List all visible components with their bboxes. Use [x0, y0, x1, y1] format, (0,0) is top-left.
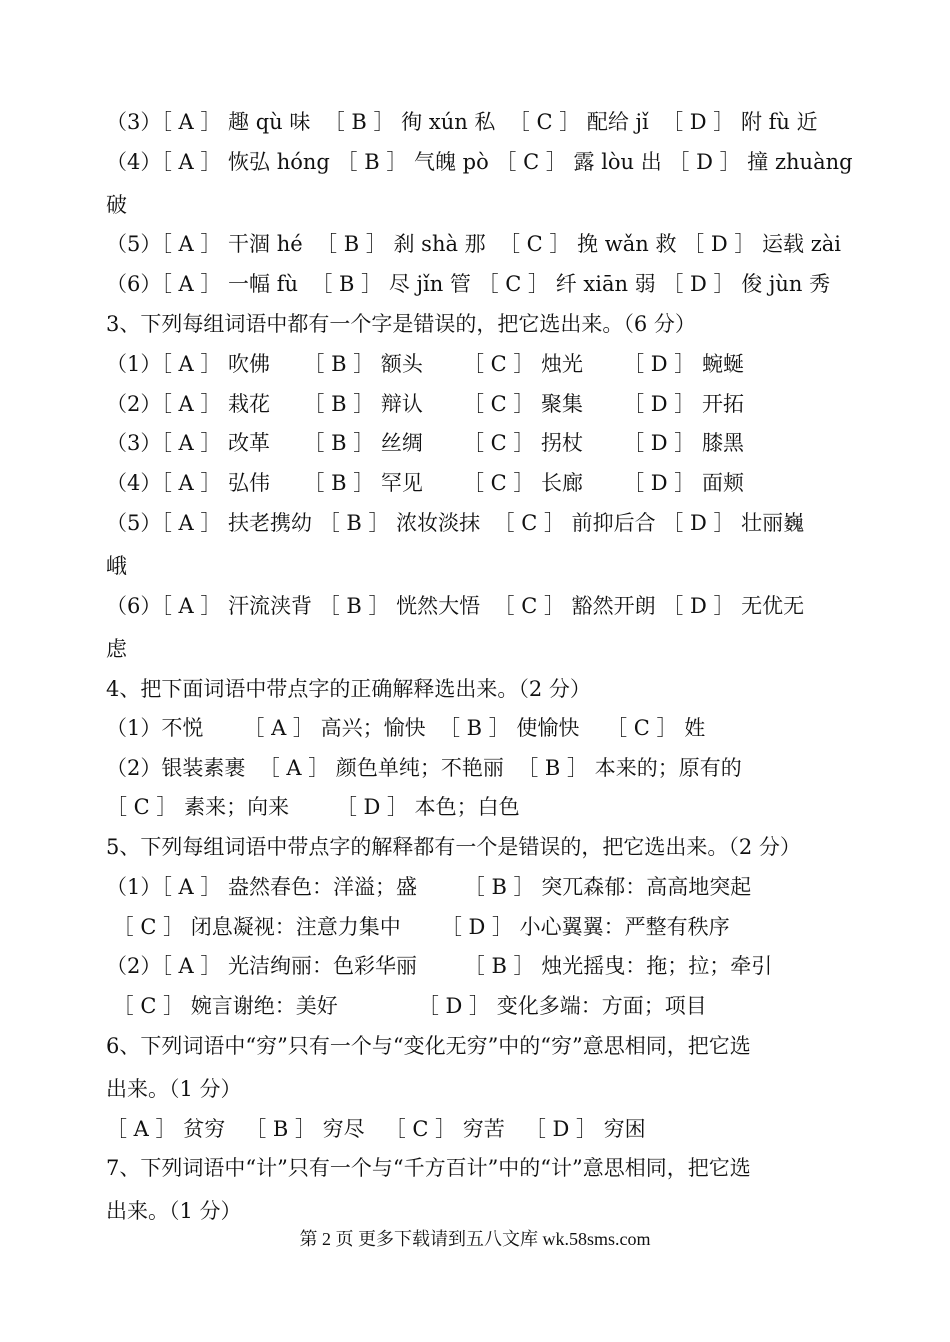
text-line: ［ C ］ 婉言谢绝：美好 ［ D ］ 变化多端：方面；项目 — [106, 994, 707, 1018]
text-line: 虑 — [106, 637, 127, 661]
text-line: （2）［ A ］ 栽花 ［ B ］ 辩认 ［ C ］ 聚集 ［ D ］ 开拓 — [106, 392, 744, 416]
question-heading: 3、下列每组词语中都有一个字是错误的，把它选出来。（6 分） — [106, 312, 696, 336]
question-heading: 5、下列每组词语中带点字的解释都有一个是错误的，把它选出来。（2 分） — [106, 835, 801, 859]
text-line: （1）不悦 ［ A ］ 高兴；愉快 ［ B ］ 使愉快 ［ C ］ 姓 — [106, 716, 706, 740]
text-line: （1）［ A ］ 吹佛 ［ B ］ 额头 ［ C ］ 烛光 ［ D ］ 蜿蜒 — [106, 352, 744, 376]
text-line: ［ C ］ 素来；向来 ［ D ］ 本色；白色 — [106, 795, 520, 819]
text-line: ［ A ］ 贫穷 ［ B ］ 穷尽 ［ C ］ 穷苦 ［ D ］ 穷困 — [106, 1117, 646, 1141]
text-line: （6）［ A ］ 汗流浃背 ［ B ］ 恍然大悟 ［ C ］ 豁然开朗 ［ D ］ 无优无 — [106, 594, 805, 618]
text-line: （4）［ A ］ 恢弘 hóng ［ B ］ 气魄 pò ［ C ］ 露 lòu 出 ［ D ］ 撞 zhuàng — [106, 150, 853, 174]
text-line: 出来。（1 分） — [106, 1199, 242, 1223]
text-line: （6）［ A ］ 一幅 fù ［ B ］ 尽 jǐn 管 ［ C ］ 纤 xiān 弱 ［ D ］ 俊 jùn 秀 — [106, 272, 831, 296]
text-line: （3）［ A ］ 改革 ［ B ］ 丝绸 ［ C ］ 拐杖 ［ D ］ 膝黑 — [106, 431, 744, 455]
text-line: 破 — [106, 193, 127, 217]
text-line: （5）［ A ］ 扶老携幼 ［ B ］ 浓妆淡抹 ［ C ］ 前抑后合 ［ D ］ 壮丽巍 — [106, 511, 805, 535]
question-heading: 6、下列词语中“穷”只有一个与“变化无穷”中的“穷”意思相同，把它选 — [106, 1034, 751, 1058]
text-line: （2）［ A ］ 光洁绚丽：色彩华丽 ［ B ］ 烛光摇曳：拖；拉；牵引 — [106, 954, 773, 978]
text-line: （4）［ A ］ 弘伟 ［ B ］ 罕见 ［ C ］ 长廊 ［ D ］ 面颊 — [106, 471, 744, 495]
text-line: （2）银装素裹 ［ A ］ 颜色单纯；不艳丽 ［ B ］ 本来的；原有的 — [106, 756, 742, 780]
question-heading: 7、下列词语中“计”只有一个与“千方百计”中的“计”意思相同，把它选 — [106, 1156, 751, 1180]
text-line: （1）［ A ］ 盎然春色：洋溢；盛 ［ B ］ 突兀森郁：高高地突起 — [106, 875, 752, 899]
text-line: （3）［ A ］ 趣 qù 味 ［ B ］ 徇 xún 私 ［ C ］ 配给 jǐ ［ D ］ 附 fù 近 — [106, 110, 818, 134]
text-line: ［ C ］ 闭息凝视：注意力集中 ［ D ］ 小心翼翼：严整有秩序 — [106, 915, 730, 939]
page-footer: 第 2 页 更多下载请到五八文库 wk.58sms.com — [299, 1229, 651, 1249]
question-heading: 4、把下面词语中带点字的正确解释选出来。（2 分） — [106, 677, 591, 701]
text-line: 出来。（1 分） — [106, 1077, 242, 1101]
text-line: 峨 — [106, 554, 127, 578]
text-line: （5）［ A ］ 干涸 hé ［ B ］ 刹 shà 那 ［ C ］ 挽 wǎn 救 ［ D ］ 运载 zài — [106, 232, 841, 256]
